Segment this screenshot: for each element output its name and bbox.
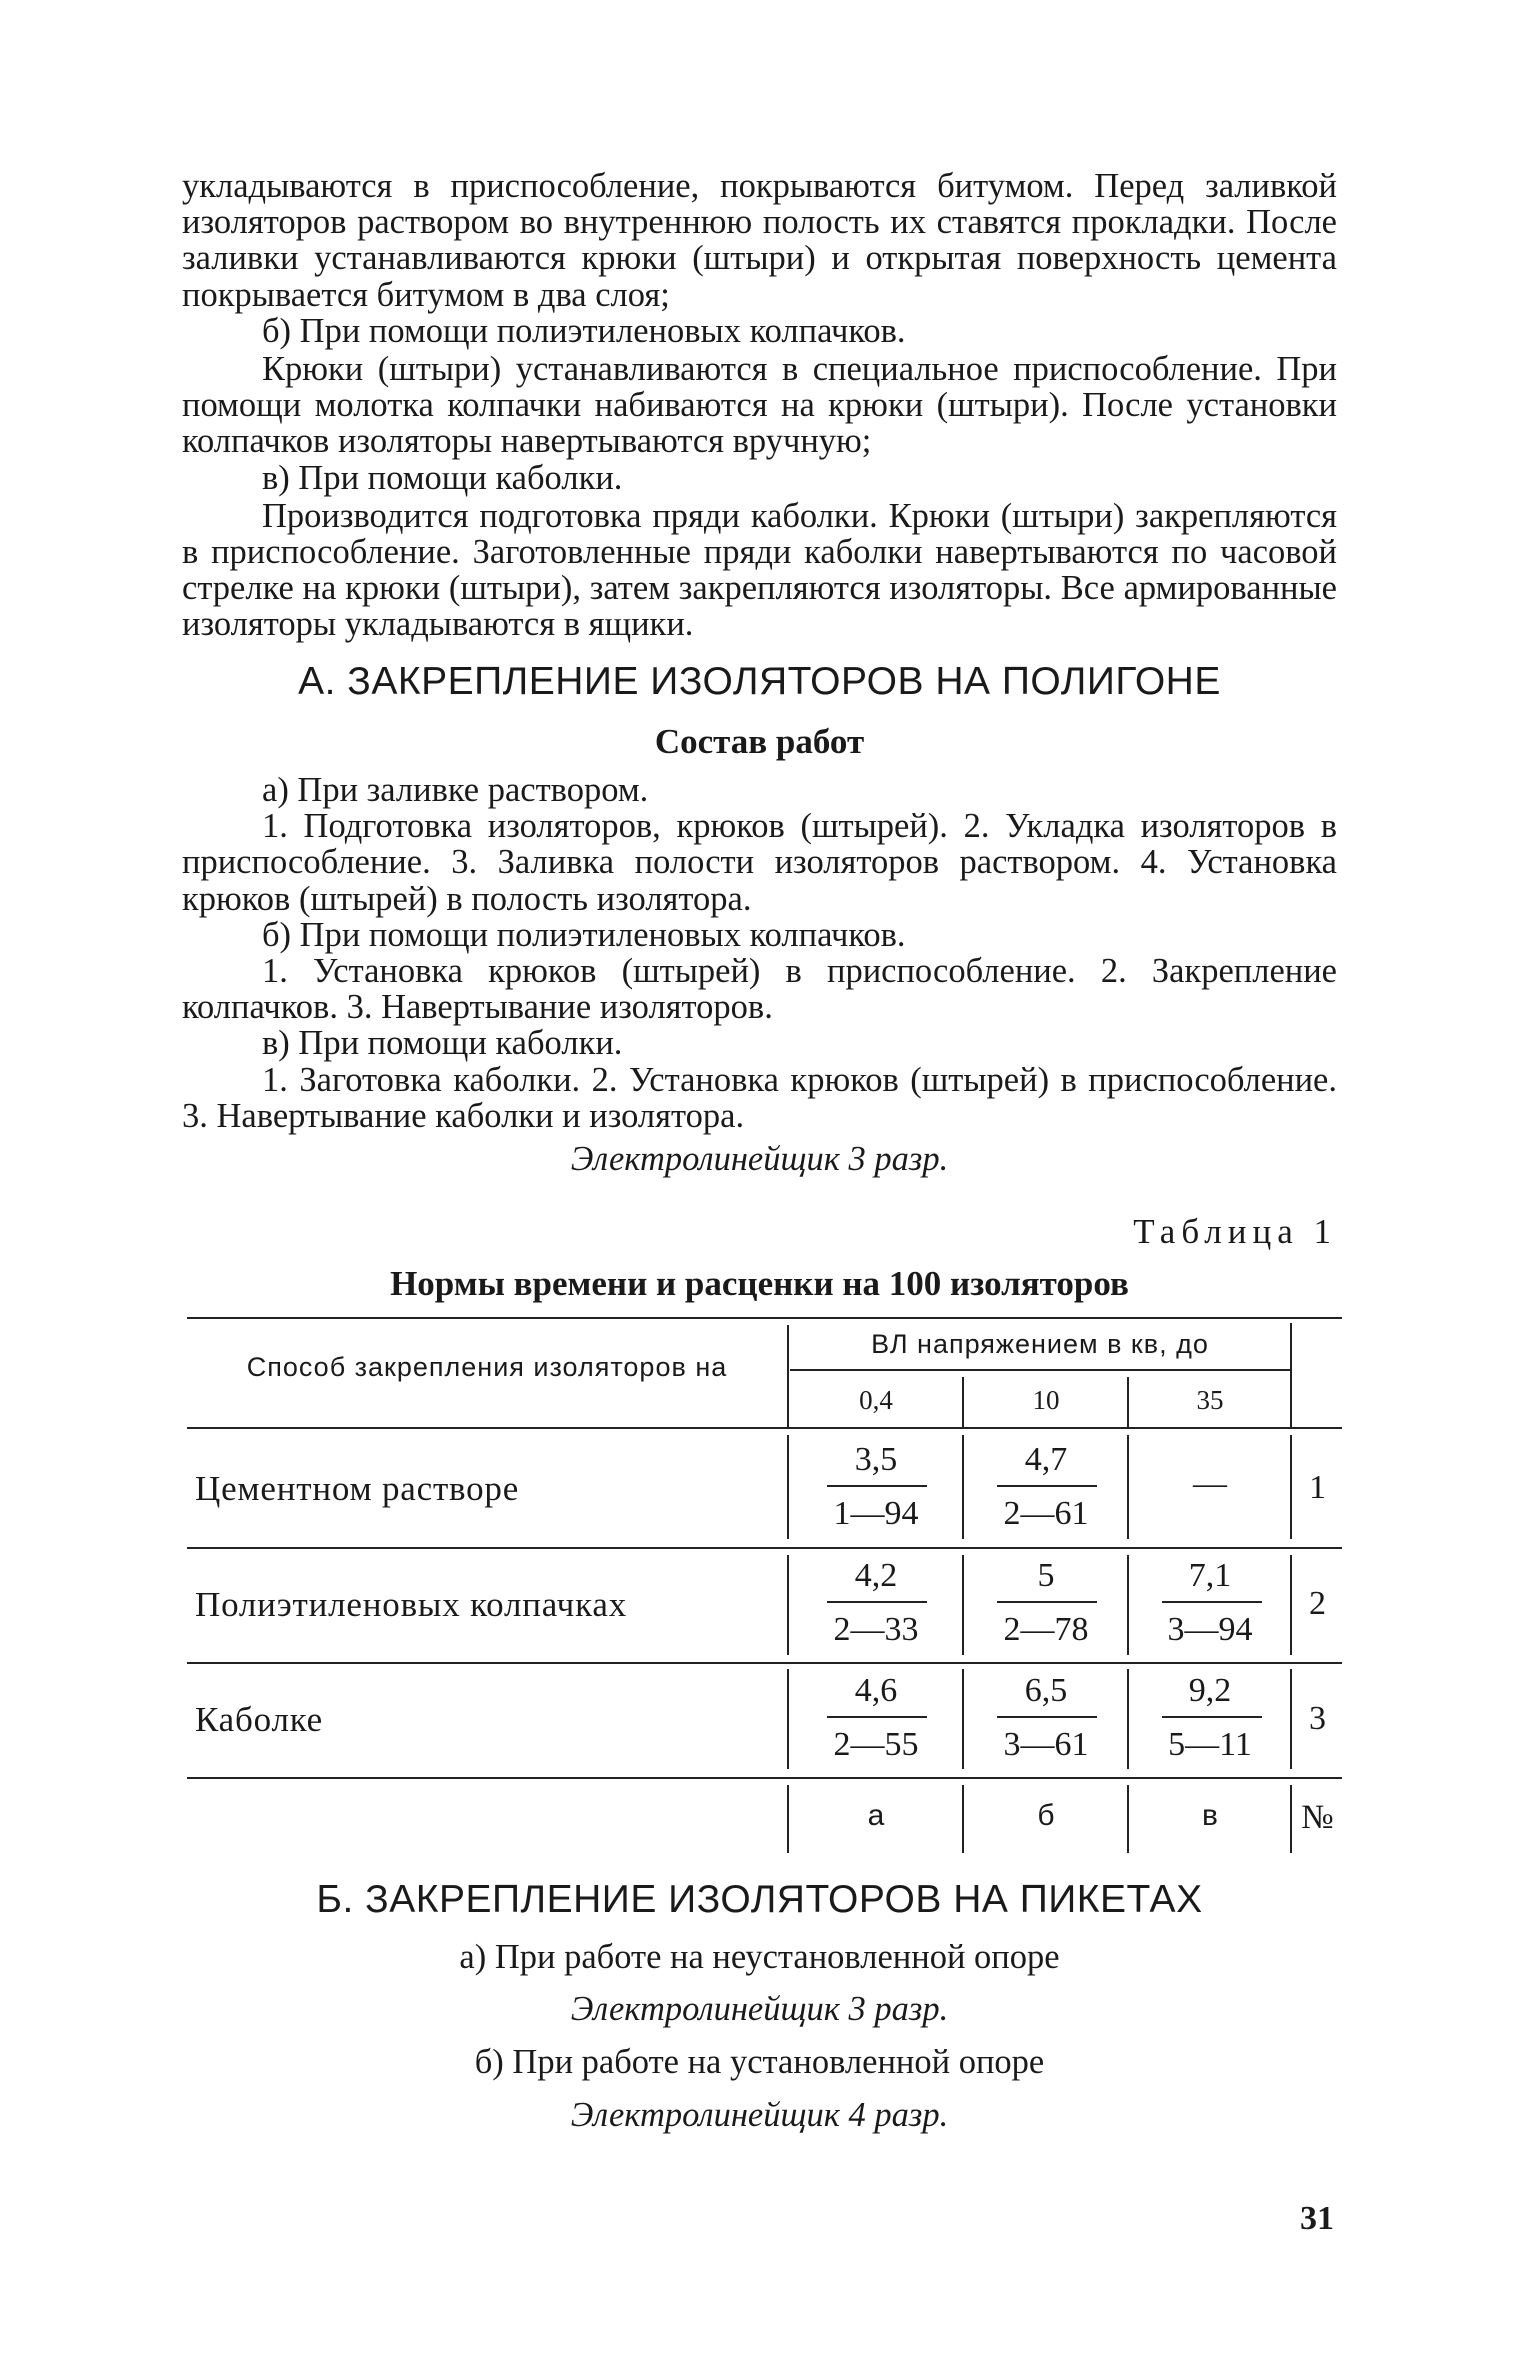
fraction-line [997, 1485, 1097, 1487]
table-vrule [787, 1325, 789, 1427]
table-vrule [1127, 1669, 1129, 1769]
row-number-3: 3 [1309, 1700, 1326, 1737]
page-number: 31 [1300, 2200, 1334, 2237]
item-b-header: б) При помощи полиэтиленовых колпачков. [262, 915, 906, 954]
paragraph-continuation: укладываются в приспособление, покрываются битумом. Перед заливкой изоляторов раствором во внутреннюю полость их ставятся прокладки. После заливки устанавливаются крюки (штыри) и открытая поверхность цемента покрывается битумом в два слоя; [182, 167, 1337, 314]
table-vrule [1290, 1785, 1292, 1853]
table-vrule [962, 1377, 964, 1427]
table-row-rule-1 [187, 1547, 1342, 1549]
section-b-line1: а) При работе на неустановленной опоре [459, 1938, 1060, 1976]
fraction-line [827, 1601, 927, 1603]
cell-r2-c1-price: 2—33 [833, 1611, 919, 1648]
fraction-line [997, 1716, 1097, 1718]
table-vrule [1290, 1555, 1292, 1655]
footer-number-sign: № [1301, 1799, 1334, 1836]
table-vrule [787, 1669, 789, 1769]
table-vrule [962, 1435, 964, 1539]
method-header: Способ закрепления изоляторов на [246, 1352, 728, 1382]
table-top-rule [187, 1317, 1342, 1319]
top-text-block [182, 168, 1337, 643]
table-title: Нормы времени и расценки на 100 изоляторов [390, 1264, 1129, 1303]
table-vrule [962, 1555, 964, 1655]
table-vrule [787, 1435, 789, 1539]
section-b-worker2: Электролинейщик 4 разр. [570, 2096, 949, 2134]
voltage-col-2: 10 [1032, 1385, 1060, 1415]
paragraph-hooks-installation: Крюки (штыри) устанавливаются в специальное приспособление. При помощи молотка колпачки набиваются на крюки (штыри). После установки колпачков изоляторы навертываются вручную; [182, 350, 1337, 461]
table-bottom-rule [187, 1777, 1342, 1779]
paragraph-v-header: в) При помощи каболки. [262, 458, 623, 497]
cell-r3-c1-norm: 4,6 [854, 1672, 898, 1709]
cell-r1-c1-norm: 3,5 [854, 1441, 898, 1478]
table-vrule [787, 1555, 789, 1655]
row-label-polyethylene: Полиэтиленовых колпачках [195, 1585, 627, 1624]
cell-r1-c2-norm: 4,7 [1024, 1441, 1068, 1478]
cell-r3-c3-norm: 9,2 [1188, 1672, 1232, 1709]
section-a-subtitle: Состав работ [654, 722, 865, 761]
fraction-line [827, 1485, 927, 1487]
fraction-line [827, 1716, 927, 1718]
table-vrule [1290, 1323, 1292, 1427]
section-b-title: Б. ЗАКРЕПЛЕНИЕ ИЗОЛЯТОРОВ НА ПИКЕТАХ [316, 1878, 1203, 1921]
table-vrule [1127, 1435, 1129, 1539]
footer-letter-a: а [867, 1799, 885, 1832]
table-vrule [787, 1785, 789, 1853]
table-vrule [1127, 1377, 1129, 1427]
cell-r2-c1-norm: 4,2 [854, 1557, 898, 1594]
footer-letter-b: б [1037, 1799, 1055, 1832]
section-a-title: А. ЗАКРЕПЛЕНИЕ ИЗОЛЯТОРОВ НА ПОЛИГОНЕ [298, 660, 1221, 703]
item-v-header: в) При помощи каболки. [262, 1024, 623, 1063]
table-voltage-subrule [790, 1369, 1290, 1371]
cell-r2-c3-norm: 7,1 [1188, 1557, 1232, 1594]
cell-r3-c2-price: 3—61 [1003, 1726, 1089, 1763]
table-vrule [962, 1669, 964, 1769]
paragraph-kabolka-preparation: Производится подготовка пряди каболки. Крюки (штыри) закрепляются в приспособление. Заготовленные пряди каболки навертываются по часовой стрелке на крюки (штыри), затем закрепляются изоляторы. Все армированные изоляторы укладываются в ящики. [182, 496, 1337, 644]
voltage-header: ВЛ напряжением в кв, до [871, 1329, 1209, 1359]
footer-letter-v: в [1202, 1799, 1218, 1832]
item-v-steps: 1. Заготовка каболки. 2. Установка крюков (штырей) в приспособление. 3. Навертывание каболки и изолятора. [182, 1060, 1337, 1135]
item-a-header: а) При заливке раствором. [262, 771, 649, 809]
table-label: Таблица 1 [1133, 1212, 1337, 1251]
table-vrule [1290, 1669, 1292, 1769]
cell-r2-c3-price: 3—94 [1167, 1611, 1253, 1648]
cell-r3-c1-price: 2—55 [833, 1726, 919, 1763]
row-label-kabolka: Каболке [195, 1700, 323, 1739]
table-vrule [962, 1785, 964, 1853]
table-vrule [1127, 1785, 1129, 1853]
cell-r2-c2-norm: 5 [1037, 1557, 1055, 1594]
cell-r1-c1-price: 1—94 [833, 1495, 919, 1532]
voltage-col-3: 35 [1196, 1385, 1224, 1415]
section-b-worker1: Электролинейщик 3 разр. [570, 1990, 949, 2028]
item-b-steps: 1. Установка крюков (штырей) в приспособление. 2. Закрепление колпачков. 3. Навертывание изоляторов. [182, 952, 1337, 1027]
table-row-rule-2 [187, 1662, 1342, 1664]
paragraph-b-header: б) При помощи полиэтиленовых колпачков. [262, 311, 906, 350]
table-header-rule [187, 1427, 1342, 1429]
fraction-line [1162, 1601, 1262, 1603]
cell-r1-c2-price: 2—61 [1003, 1495, 1089, 1532]
table-vrule [1290, 1435, 1292, 1539]
cell-r3-c2-norm: 6,5 [1024, 1672, 1068, 1709]
item-a-steps: 1. Подготовка изоляторов, крюков (штырей). 2. Укладка изоляторов в приспособление. 3. Заливка полости изоляторов раствором. 4. Установка крюков (штырей) в полость изолятора. [182, 807, 1337, 918]
section-a-worker: Электролинейщик 3 разр. [570, 1140, 949, 1178]
section-a-items [182, 772, 1337, 1134]
section-b-line2: б) При работе на установленной опоре [474, 2043, 1045, 2081]
cell-r3-c3-price: 5—11 [1168, 1726, 1252, 1763]
fraction-line [1162, 1716, 1262, 1718]
voltage-col-1: 0,4 [859, 1385, 893, 1415]
row-number-2: 2 [1309, 1585, 1326, 1622]
table-vrule [1127, 1555, 1129, 1655]
fraction-line [997, 1601, 1097, 1603]
row-number-1: 1 [1309, 1469, 1326, 1506]
norms-table [187, 1317, 1342, 1855]
cell-r1-c3-dash: — [1193, 1465, 1227, 1502]
row-label-cement: Цементном растворе [195, 1469, 520, 1508]
cell-r2-c2-price: 2—78 [1003, 1611, 1089, 1648]
